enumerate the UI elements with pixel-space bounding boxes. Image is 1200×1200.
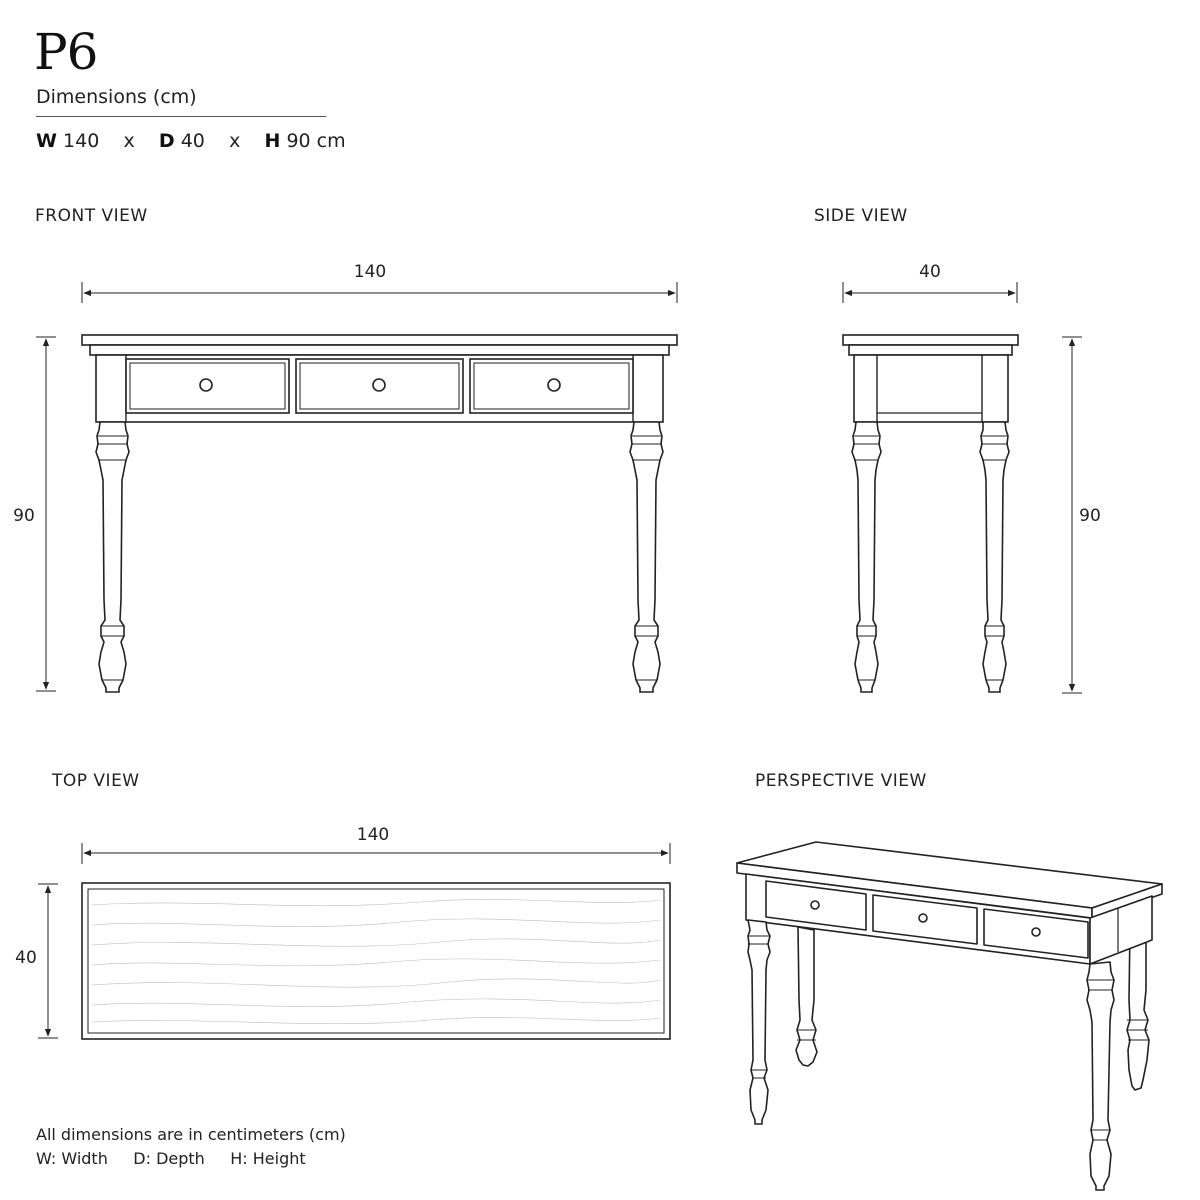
front-view-label: FRONT VIEW: [35, 206, 148, 226]
side-tabletop-edge: [849, 345, 1012, 355]
side-leg-front: [852, 422, 881, 692]
side-view-drawing: [843, 262, 1101, 693]
side-depth-dimension: [843, 262, 1017, 303]
height-value: 90: [286, 130, 311, 152]
height-label: H: [264, 130, 281, 152]
width-label: W: [36, 130, 57, 152]
perspective-leg-back-left: [796, 927, 817, 1066]
tabletop-inner-outline: [88, 889, 664, 1033]
top-width-dimension: [82, 825, 670, 864]
top-view-label: TOP VIEW: [52, 771, 140, 791]
drawer-right: [470, 359, 633, 413]
side-depth-value: 40: [919, 262, 941, 282]
drawer-knob: [373, 379, 385, 391]
top-depth-value: 40: [15, 948, 37, 968]
front-view-drawing: [13, 262, 677, 692]
top-depth-dimension: [15, 884, 58, 1038]
drawer-left: [126, 359, 289, 413]
front-height-value: 90: [13, 506, 35, 526]
perspective-leg-front-right: [1087, 962, 1114, 1190]
legend-depth: D: Depth: [133, 1149, 205, 1168]
top-view-drawing: [15, 825, 670, 1039]
drawer-knob: [200, 379, 212, 391]
depth-label: D: [158, 130, 175, 152]
legend-width: W: Width: [36, 1149, 108, 1168]
drawer-center: [296, 359, 463, 413]
drawer-knob: [548, 379, 560, 391]
top-width-value: 140: [356, 825, 390, 845]
front-leg-right: [630, 422, 663, 692]
width-value: 140: [63, 130, 100, 152]
unit-label: cm: [316, 130, 346, 152]
dimensions-subtitle: Dimensions (cm): [36, 86, 197, 108]
perspective-leg-front-left: [748, 920, 770, 1124]
perspective-view-drawing: [737, 842, 1162, 1190]
dimension-legend: [36, 1149, 306, 1168]
depth-value: 40: [180, 130, 205, 152]
separator-x: x: [123, 130, 135, 152]
separator-x: x: [229, 130, 241, 152]
product-title: P6: [34, 23, 98, 81]
tabletop: [82, 335, 677, 345]
units-note: All dimensions are in centimeters (cm): [36, 1125, 346, 1144]
side-height-value: 90: [1079, 506, 1101, 526]
side-leg-back: [980, 422, 1009, 692]
side-view-label: SIDE VIEW: [814, 206, 908, 226]
side-height-dimension: [1062, 337, 1101, 693]
side-tabletop: [843, 335, 1018, 345]
front-width-dimension: [82, 262, 677, 303]
tabletop-edge: [90, 345, 669, 355]
front-height-dimension: [13, 337, 56, 691]
front-width-value: 140: [353, 262, 387, 282]
legend-height: H: Height: [230, 1149, 306, 1168]
front-leg-left: [96, 422, 129, 692]
perspective-view-label: PERSPECTIVE VIEW: [755, 771, 927, 791]
